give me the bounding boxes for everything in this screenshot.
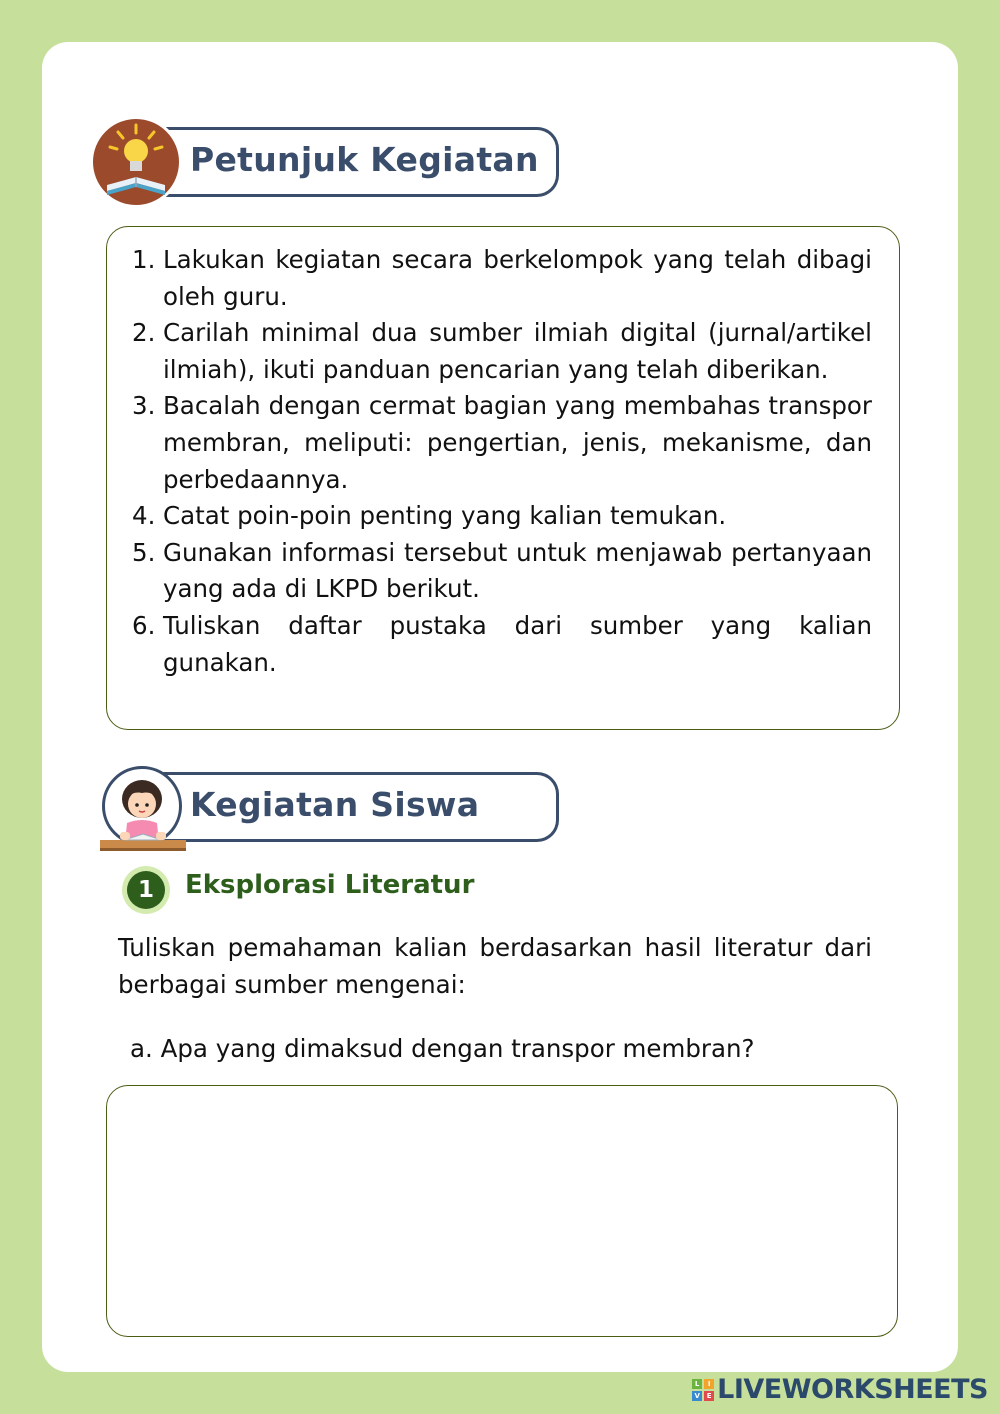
instruction-item xyxy=(132,242,872,315)
instruction-item xyxy=(132,388,872,498)
section-title-kegiatan: Kegiatan Siswa xyxy=(190,785,480,824)
lightbulb-book-icon xyxy=(90,116,182,208)
logo-grid-icon xyxy=(692,1379,714,1401)
instruction-number: 3. xyxy=(132,391,156,421)
answer-a-input[interactable] xyxy=(106,1085,898,1337)
instruction-text: Tuliskan daftar pustaka dari sumber yang kalian gunakan. xyxy=(163,610,872,677)
instructions-list xyxy=(132,242,872,681)
instruction-text: Gunakan informasi tersebut untuk menjawab pertanyaan yang ada di LKPD berikut. xyxy=(163,537,872,604)
logo-letter: E xyxy=(704,1391,714,1401)
instruction-text: Lakukan kegiatan secara berkelompok yang telah dibagi oleh guru. xyxy=(163,245,872,311)
instruction-number: 2. xyxy=(132,318,156,348)
section-title-petunjuk: Petunjuk Kegiatan xyxy=(190,140,539,179)
instruction-text: Carilah minimal dua sumber ilmiah digital (jurnal/artikel ilmiah), ikuti panduan pencarian yang telah diberikan. xyxy=(163,318,872,384)
instruction-item xyxy=(132,498,872,535)
activity-intro: Tuliskan pemahaman kalian berdasarkan hasil literatur dari berbagai sumber mengenai: xyxy=(118,933,872,999)
instruction-number: 4. xyxy=(132,501,156,531)
activity-number: 1 xyxy=(127,871,165,909)
instruction-text: Catat poin-poin penting yang kalian temukan. xyxy=(163,501,727,531)
logo-letter: I xyxy=(704,1379,714,1389)
instruction-item xyxy=(132,535,872,608)
desk-icon xyxy=(100,826,186,852)
instruction-item xyxy=(132,608,872,681)
instruction-text: Bacalah dengan cermat bagian yang membahas transpor membran, meliputi: pengertian, jenis, mekanisme, dan perbedaannya. xyxy=(163,391,872,494)
logo-letter: V xyxy=(692,1391,702,1401)
logo-letter: L xyxy=(692,1379,702,1389)
instruction-number: 6. xyxy=(132,610,156,640)
activity-title: Eksplorasi Literatur xyxy=(185,870,475,900)
activity-number-badge xyxy=(122,866,170,914)
logo-text: LIVEWORKSHEETS xyxy=(717,1374,988,1405)
instruction-item xyxy=(132,315,872,388)
instruction-number: 1. xyxy=(132,245,156,274)
liveworksheets-logo[interactable] xyxy=(692,1374,988,1405)
question-a: a. Apa yang dimaksud dengan transpor membran? xyxy=(130,1034,755,1063)
instruction-number: 5. xyxy=(132,537,156,567)
